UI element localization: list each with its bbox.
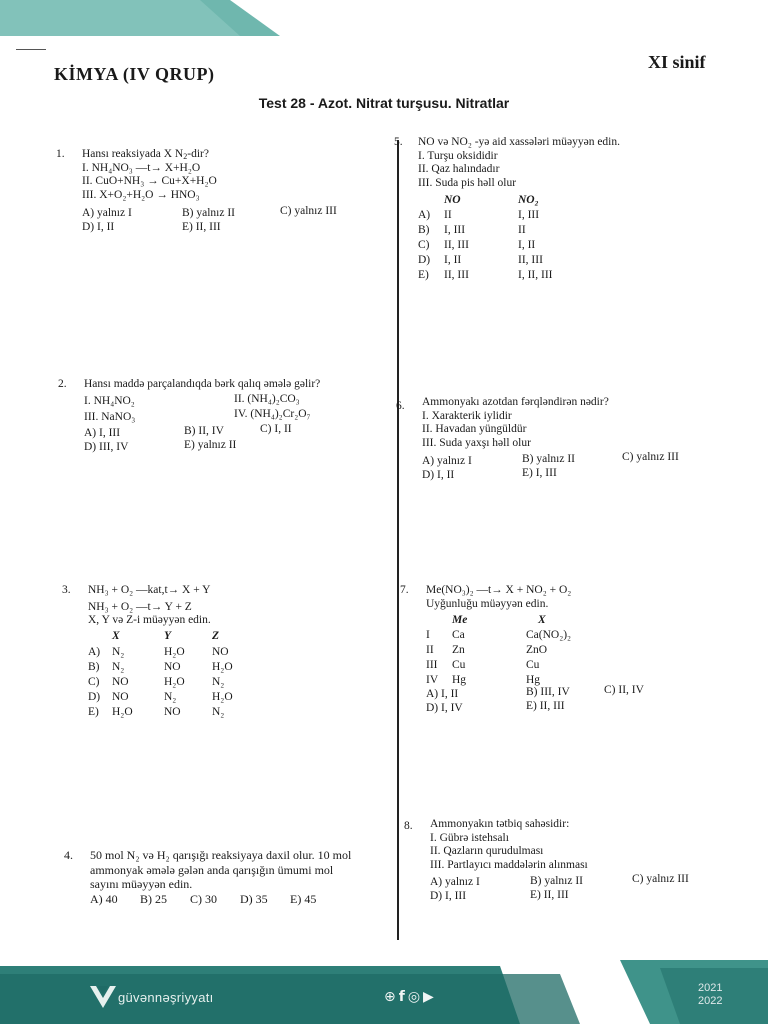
answer-option[interactable]: E) II, III (182, 221, 221, 233)
question-1 (56, 148, 382, 233)
table-cell: Zn (452, 644, 465, 656)
answer-option[interactable]: C) yalnız III (280, 205, 337, 217)
grade-label: XI sinif (648, 52, 706, 72)
question-5 (394, 136, 718, 281)
table-cell: N₂ (112, 661, 125, 673)
table-cell: III (426, 659, 438, 671)
question-number: 7. (400, 584, 409, 596)
answer-option[interactable]: B) (418, 224, 430, 236)
answer-option[interactable]: B) III, IV (526, 686, 570, 698)
question-number: 3. (62, 584, 71, 596)
list-item: I. NH₄NO₂ (84, 395, 135, 407)
table-header: Y (164, 630, 172, 642)
answer-option[interactable]: A) yalnız I (430, 876, 480, 888)
table-cell: II, III (444, 239, 469, 251)
table-header: NO₂ (518, 194, 539, 206)
table-cell: NO (164, 661, 181, 673)
table-cell: IV (426, 674, 439, 686)
table-cell: NO (164, 706, 181, 718)
list-item: III. Suda yaxşı həll olur (422, 436, 531, 449)
answer-option[interactable]: E) II, III (526, 700, 565, 712)
table-cell: NO (112, 691, 129, 703)
table-header: Z (212, 630, 220, 642)
answer-option[interactable]: A) I, III (84, 427, 121, 439)
facebook-icon[interactable]: f (398, 989, 408, 1005)
answer-option[interactable]: C) yalnız III (632, 873, 689, 885)
answer-option[interactable]: B) yalnız II (530, 875, 584, 887)
reaction-line: NH₃ + O₂ —kat,t→ X + Y (88, 584, 211, 596)
list-item: I. Gübrə istehsalı (430, 831, 509, 844)
question-number: 6. (396, 400, 405, 412)
answer-option[interactable]: D) (88, 691, 101, 703)
list-item: III. Suda pis həll olur (418, 176, 517, 189)
answer-option[interactable]: A) yalnız I (82, 207, 132, 219)
subject-title: KİMYA (IV QRUP) (54, 64, 215, 84)
table-cell: Hg (526, 674, 541, 686)
answer-option[interactable]: C) (88, 676, 100, 688)
list-item: III. Partlayıcı maddələrin alınması (430, 858, 588, 871)
reaction-line: III. X+O₂+H₂O → HNO₃ (82, 188, 200, 201)
question-stem: sayını müəyyən edin. (90, 877, 193, 891)
table-cell: I, III (444, 224, 466, 236)
answer-option[interactable]: D) I, II (82, 221, 115, 233)
answer-option[interactable]: C) I, II (260, 423, 292, 435)
answer-option[interactable]: E) II, III (530, 889, 569, 901)
column-divider (397, 140, 399, 940)
test-title: Test 28 - Azot. Nitrat turşusu. Nitratlar (258, 95, 510, 111)
table-cell: Ca (452, 629, 465, 641)
list-item: II. (NH₄)₂CO₃ (234, 393, 300, 405)
table-cell: Hg (452, 674, 467, 686)
question-number: 1. (56, 148, 65, 160)
answer-option[interactable]: E) yalnız II (184, 439, 237, 451)
table-cell: NO (212, 646, 229, 658)
header-rule (16, 49, 46, 50)
answer-option[interactable]: A) (88, 646, 101, 658)
reaction-line: NH₃ + O₂ —t→ Y + Z (88, 600, 192, 613)
answer-option[interactable]: C) yalnız III (622, 451, 679, 463)
question-stem: ammonyak əmələ gələn anda qarışığın ümumi mol (90, 862, 334, 877)
table-header: X (112, 630, 120, 642)
question-4 (64, 848, 390, 906)
question-stem: Hansı maddə parçalandıqda bərk qalıq əmələ gəlir? (84, 378, 321, 390)
list-item: II. Havadan yüngüldür (422, 423, 527, 436)
table-cell: I, II (444, 254, 462, 266)
question-7 (400, 584, 726, 714)
answer-option[interactable]: A) 40 (90, 892, 118, 906)
answer-option[interactable]: B) (88, 661, 100, 673)
answer-option[interactable]: E) 45 (290, 892, 317, 906)
table-cell: I, II, III (518, 269, 553, 281)
year-start: 2021 (698, 982, 723, 994)
question-stem: Uyğunluğu müəyyən edin. (426, 597, 549, 610)
question-number: 8. (404, 820, 413, 832)
table-cell: N₂ (112, 646, 125, 658)
table-cell: N₂ (212, 706, 225, 718)
list-item: III. NaNO₃ (84, 411, 136, 423)
question-number: 4. (64, 848, 73, 862)
table-cell: ZnO (526, 644, 548, 656)
table-cell: N₂ (212, 676, 225, 688)
answer-option[interactable]: E) (88, 706, 99, 718)
table-header: NO (444, 194, 461, 206)
table-cell: H₂O (112, 706, 133, 718)
reaction-line: Me(NO₃)₂ —t→ X + NO₂ + O₂ (426, 584, 572, 596)
reaction-line: II. CuO+NH₃ → Cu+X+H₂O (82, 175, 217, 188)
table-cell: H₂O (212, 661, 233, 673)
question-8 (404, 818, 730, 902)
question-3 (62, 584, 388, 718)
question-stem: X, Y və Z-i müəyyən edin. (88, 614, 211, 627)
table-cell: II, III (444, 269, 469, 281)
question-number: 2. (58, 378, 67, 390)
question-stem: 50 mol N₂ və H₂ qarışığı reaksiyaya daxil olur. 10 mol (90, 848, 352, 862)
question-stem: NO və NO₂ -yə aid xassələri müəyyən edin. (418, 136, 621, 148)
table-cell: I (426, 629, 430, 641)
table-cell: II (518, 224, 526, 236)
question-number: 5. (394, 136, 403, 148)
answer-option[interactable]: A) I, II (426, 688, 459, 700)
answer-option[interactable]: B) II, IV (184, 425, 224, 437)
list-item: II. Qazların qurudulması (430, 845, 544, 858)
list-item: IV. (NH₄)₂Cr₂O₇ (234, 408, 311, 420)
answer-option[interactable]: B) 25 (140, 892, 167, 906)
answer-option[interactable]: A) yalnız I (422, 455, 472, 467)
question-2 (58, 378, 384, 453)
table-cell: Cu (526, 659, 540, 671)
list-item: II. Qaz halındadır (418, 163, 500, 176)
question-6 (396, 396, 722, 481)
list-item: I. Xarakterik iylidir (422, 409, 512, 422)
answer-option[interactable]: B) yalnız II (182, 207, 236, 219)
table-cell: H₂O (164, 646, 185, 658)
answer-option[interactable]: C) 30 (190, 892, 217, 906)
table-cell: N₂ (164, 691, 177, 703)
table-header: X (538, 614, 546, 626)
question-stem: Hansı reaksiyada X $N_2$-dir? (82, 148, 209, 161)
academic-year (698, 982, 722, 1008)
table-cell: H₂O (164, 676, 185, 688)
answer-option[interactable]: E) I, III (522, 467, 557, 479)
list-item: I. Turşu oksididir (418, 149, 498, 162)
answer-option[interactable]: D) III, IV (84, 441, 129, 453)
globe-icon[interactable]: ⊕ (384, 989, 399, 1005)
answer-option[interactable]: D) I, II (422, 469, 455, 481)
youtube-icon[interactable]: ▶ (423, 989, 437, 1005)
publisher-name: güvənnəşriyyatı (118, 990, 214, 1005)
question-stem: Ammonyakı azotdan fərqləndirən nədir? (422, 396, 609, 408)
question-stem: Ammonyakın tətbiq sahəsidir: (430, 818, 570, 830)
table-cell: II, III (518, 254, 543, 266)
header-teal-shape (0, 0, 280, 36)
instagram-icon[interactable]: ◎ (407, 989, 424, 1005)
answer-option[interactable]: D) I, III (430, 890, 467, 902)
answer-option[interactable]: C) II, IV (604, 684, 644, 696)
answer-option[interactable]: D) I, IV (426, 702, 463, 714)
answer-option[interactable]: D) 35 (240, 892, 268, 906)
year-end: 2022 (698, 995, 723, 1007)
table-cell: I, III (518, 209, 540, 221)
answer-option[interactable]: A) (418, 209, 431, 221)
answer-option[interactable]: D) (418, 254, 431, 266)
table-cell: NO (112, 676, 129, 688)
social-icons (384, 989, 437, 1005)
table-cell: H₂O (212, 691, 233, 703)
answer-option[interactable]: E) (418, 269, 429, 281)
table-header: Me (452, 614, 468, 626)
table-cell: II (426, 644, 434, 656)
table-cell: I, II (518, 239, 536, 251)
table-cell: Cu (452, 659, 466, 671)
answer-option[interactable]: C) (418, 239, 430, 251)
table-cell: II (444, 209, 452, 221)
answer-option[interactable]: B) yalnız II (522, 453, 576, 465)
brand-logo-icon (90, 984, 116, 1008)
table-cell: Ca(NO₂)₂ (526, 629, 572, 641)
reaction-line: I. NH₄NO₃ —t→ X+H₂O (82, 161, 201, 174)
